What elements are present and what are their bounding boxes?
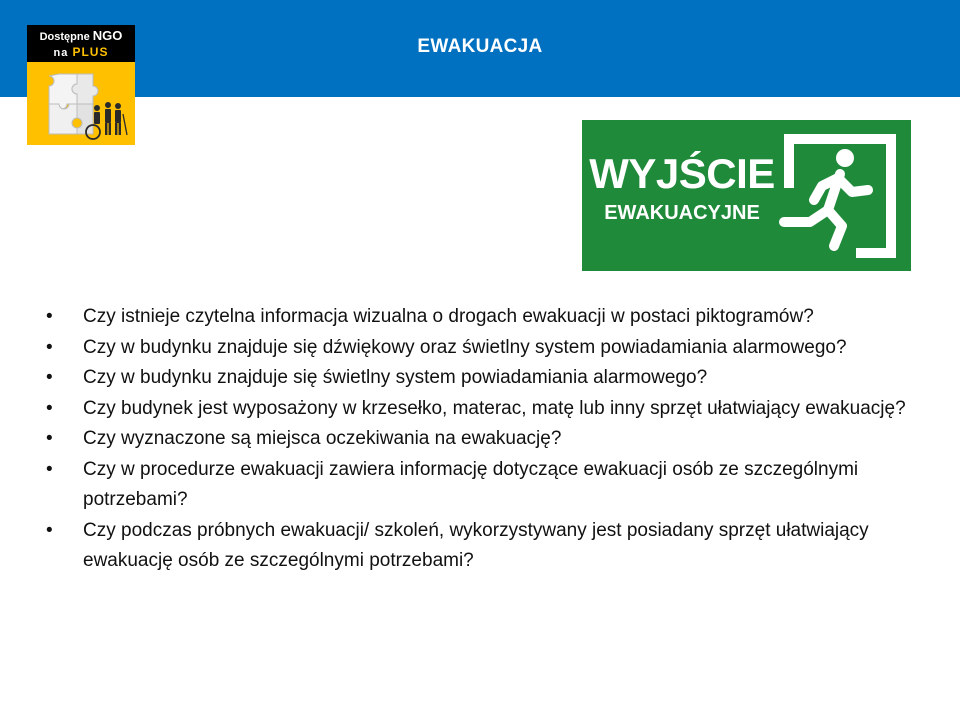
logo-line2 <box>27 45 135 59</box>
logo-text-plus: PLUS <box>72 45 109 59</box>
list-item-text: Czy wyznaczone są miejsca oczekiwania na ewakuację? <box>83 428 562 449</box>
list-item <box>40 455 930 516</box>
bullet-icon: • <box>46 336 53 358</box>
exit-sign-line2: EWAKUACYJNE <box>604 202 760 224</box>
list-item <box>40 333 930 364</box>
logo-text-ngo: NGO <box>92 28 123 43</box>
exit-sign-line1: WYJŚCIE <box>589 150 775 197</box>
exit-sign <box>582 120 911 271</box>
list-item-text: Czy w procedurze ewakuacji zawiera informację dotyczące ewakuacji osób ze szczególnymi potrzebami? <box>83 458 859 510</box>
checklist <box>40 302 930 577</box>
logo-text-na: na <box>53 47 69 59</box>
logo-text-dostepne: Dostępne <box>39 31 90 43</box>
bullet-icon: • <box>46 519 53 541</box>
puzzle-people-icon <box>27 62 135 145</box>
bullet-icon: • <box>46 428 53 449</box>
list-item <box>40 302 930 333</box>
list-item-text: Czy istnieje czytelna informacja wizualna o drogach ewakuacji w postaci piktogramów? <box>83 306 814 327</box>
list-item <box>40 424 930 455</box>
running-man-exit-icon <box>770 128 904 264</box>
bullet-icon: • <box>46 367 53 388</box>
bullet-icon: • <box>46 458 53 480</box>
list-item <box>40 363 930 394</box>
list-item-text: Czy w budynku znajduje się świetlny system powiadamiania alarmowego? <box>83 367 708 388</box>
logo-banner <box>27 25 135 62</box>
logo-line1 <box>27 28 135 43</box>
list-item <box>40 394 930 425</box>
bullet-icon: • <box>46 397 53 419</box>
bullet-icon: • <box>46 306 53 327</box>
list-item-text: Czy w budynku znajduje się dźwiękowy oraz świetlny system powiadamiania alarmowego? <box>83 336 847 358</box>
list-item-text: Czy budynek jest wyposażony w krzesełko, materac, matę lub inny sprzęt ułatwiający ewakuację? <box>83 397 906 419</box>
list-item-text: Czy podczas próbnych ewakuacji/ szkoleń, wykorzystywany jest posiadany sprzęt ułatwiający ewakuację osób ze szczególnymi potrzebami? <box>83 519 869 571</box>
list-item <box>40 516 930 577</box>
page-title: EWAKUACJA <box>417 36 543 57</box>
logo <box>27 25 135 145</box>
